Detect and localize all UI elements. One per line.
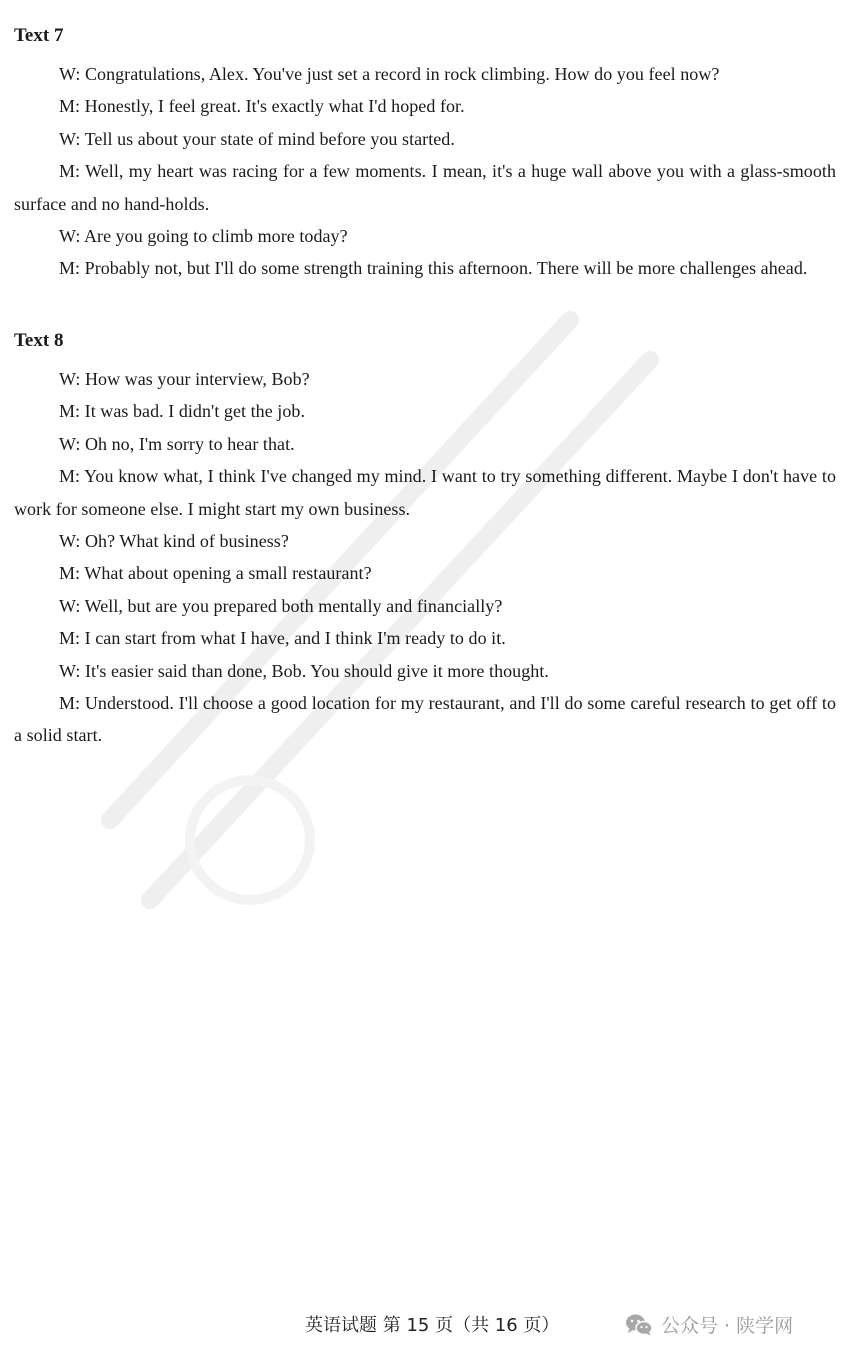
section-title: Text 7 — [14, 25, 64, 46]
wechat-account-mark — [625, 1311, 793, 1338]
dialogue-line: M: What about opening a small restaurant? — [59, 563, 372, 584]
dialogue-line: M: Probably not, but I'll do some strength training this afternoon. There will be more challenges ahead. — [59, 258, 808, 279]
section-title: Text 8 — [14, 330, 64, 351]
dialogue-line: W: Oh? What kind of business? — [59, 531, 289, 552]
dialogue-line: M: Well, my heart was racing for a few moments. I mean, it's a huge wall above you with a glass-smooth surface and no hand-holds. — [14, 161, 836, 214]
dialogue-line: M: You know what, I think I've changed my mind. I want to try something different. Maybe I don't have to work for someone else. I might start my own business. — [14, 466, 836, 519]
wechat-icon — [625, 1313, 653, 1337]
text-8-section — [14, 330, 836, 752]
text-7-section — [14, 25, 836, 285]
dialogue-line: M: I can start from what I have, and I think I'm ready to do it. — [59, 628, 506, 649]
dialogue-line: M: It was bad. I didn't get the job. — [59, 401, 306, 422]
dialogue-line: W: Oh no, I'm sorry to hear that. — [59, 433, 295, 454]
page-footer — [0, 1311, 853, 1339]
dialogue-line: W: How was your interview, Bob? — [59, 369, 310, 389]
dialogue-line: W: Congratulations, Alex. You've just set a record in rock climbing. How do you feel now? — [59, 64, 720, 84]
dialogue-line: W: Are you going to climb more today? — [59, 226, 348, 247]
wechat-account-label: 公众号 · 陕学网 — [661, 1315, 794, 1337]
dialogue-line: W: Tell us about your state of mind before you started. — [59, 128, 455, 149]
page-number-label: 英语试题 第 15 页（共 16 页） — [305, 1315, 560, 1336]
dialogue-line: W: It's easier said than done, Bob. You should give it more thought. — [59, 660, 549, 681]
dialogue-line: M: Understood. I'll choose a good location for my restaurant, and I'll do some careful research to get off to a solid start. — [14, 693, 836, 746]
dialogue-line: M: Honestly, I feel great. It's exactly what I'd hoped for. — [59, 96, 465, 117]
dialogue-line: W: Well, but are you prepared both mentally and financially? — [59, 595, 503, 616]
